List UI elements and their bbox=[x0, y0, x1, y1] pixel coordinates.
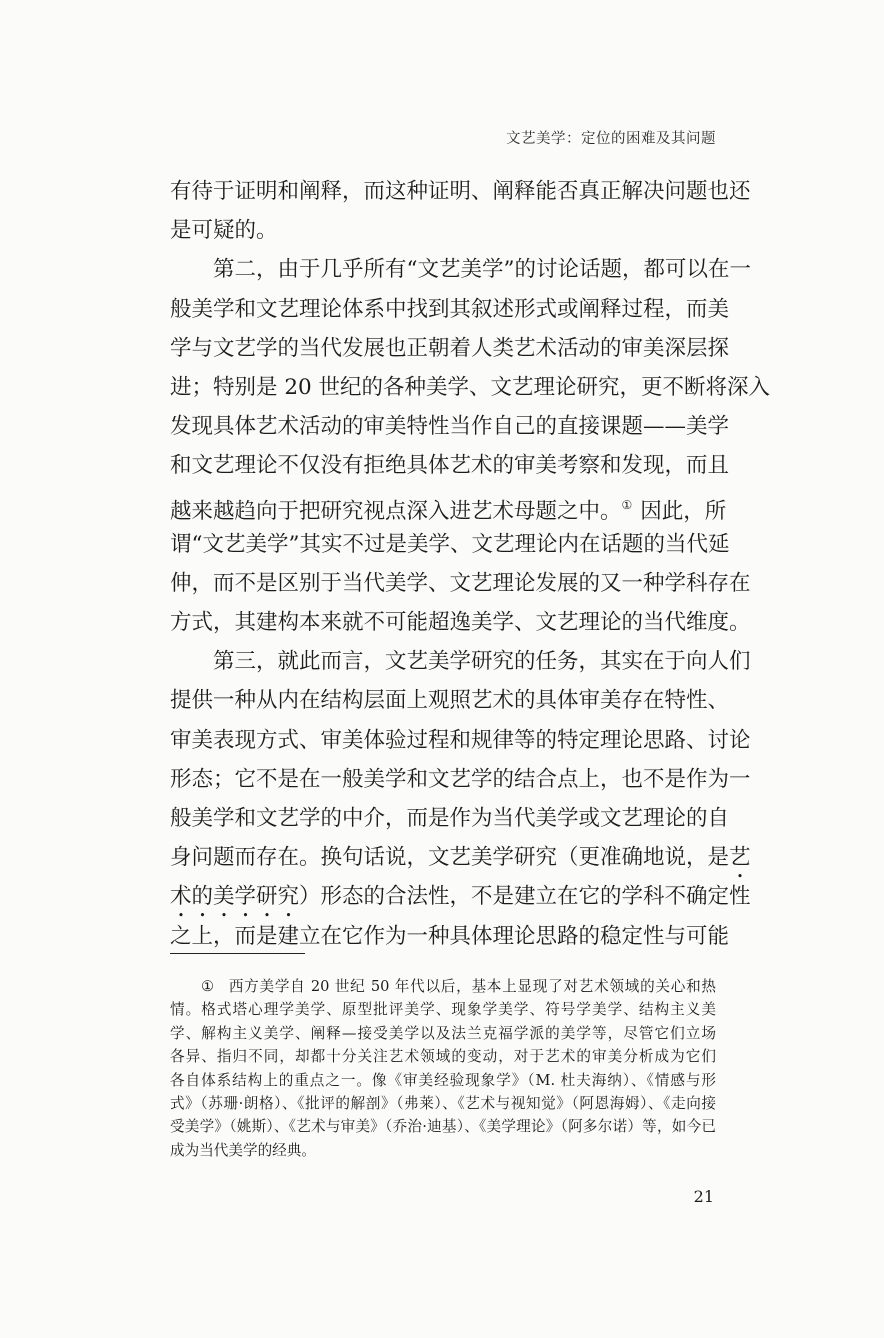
body-line: 第二，由于几乎所有“文艺美学”的讨论话题，都可以在一 bbox=[213, 257, 751, 283]
footnote-reference[interactable]: ① bbox=[621, 497, 633, 512]
emphasized-text: 术的美学研究 bbox=[170, 884, 300, 910]
footnote-line: 成为当代美学的经典。 bbox=[170, 1141, 316, 1159]
body-line: 审美表现方式、审美体验过程和规律等的特定理论思路、讨论 bbox=[170, 727, 751, 753]
footnote-divider bbox=[170, 953, 305, 954]
body-line: 形态；它不是在一般美学和文艺学的结合点上，也不是作为一 bbox=[170, 766, 751, 792]
footnote bbox=[170, 975, 716, 1162]
footnote-line: 学、解构主义美学、阐释—接受美学以及法兰克福学派的美学等，尽管它们立场 bbox=[170, 1024, 716, 1042]
body-line: 谓“文艺美学”其实不过是美学、文艺理论内在话题的当代延 bbox=[170, 531, 730, 557]
emphasized-text: 艺 bbox=[729, 845, 751, 871]
body-line: 有待于证明和阐释，而这种证明、阐释能否真正解决问题也还 bbox=[170, 179, 751, 204]
body-line: 进；特别是 20 世纪的各种美学、文艺理论研究，更不断将深入 bbox=[170, 374, 771, 400]
page-number: 21 bbox=[693, 1187, 714, 1206]
body-line: 伸，而不是区别于当代美学、文艺理论发展的又一种学科存在 bbox=[170, 570, 751, 596]
body-line: 和文艺理论不仅没有拒绝具体艺术的审美考察和发现，而且 bbox=[170, 453, 730, 479]
body-line-with-footnote bbox=[170, 486, 727, 525]
body-line: 方式，其建构本来就不可能超逸美学、文艺理论的当代维度。 bbox=[170, 610, 751, 636]
footnote-line bbox=[170, 975, 716, 998]
body-line: 提供一种从内在结构层面上观照艺术的具体审美存在特性、 bbox=[170, 688, 730, 714]
body-text-segment: ）形态的合法性，不是建立在它的学科不确定性 bbox=[299, 884, 751, 910]
footnote-line: 各异、指归不同，却都十分关注艺术领域的变动，对于艺术的审美分析成为它们 bbox=[170, 1048, 716, 1066]
body-text bbox=[170, 172, 771, 956]
footnote-line: 式》（苏珊·朗格）、《批评的解剖》（弗莱）、《艺术与视知觉》（阿恩海姆）、《走向接 bbox=[170, 1094, 716, 1112]
body-line: 般美学和文艺学的中介，而是作为当代美学或文艺理论的自 bbox=[170, 806, 730, 831]
body-line-with-emphasis bbox=[170, 838, 751, 877]
body-line-with-emphasis bbox=[170, 877, 751, 916]
body-line: 第三，就此而言，文艺美学研究的任务，其实在于向人们 bbox=[213, 649, 751, 675]
body-line: 学与文艺学的当代发展也正朝着人类艺术活动的审美深层探 bbox=[170, 335, 730, 361]
footnote-marker: ① bbox=[201, 978, 215, 995]
body-line: 发现具体艺术活动的审美特性当作自己的直接课题——美学 bbox=[170, 414, 730, 440]
body-text-segment: 越来越趋向于把研究视点深入进艺术母题之中。 bbox=[170, 498, 622, 524]
body-line: 般美学和文艺理论体系中找到其叙述形式或阐释过程，而美 bbox=[170, 296, 730, 322]
body-text-segment: 因此，所 bbox=[640, 498, 727, 524]
footnote-line: 受美学》（姚斯）、《艺术与审美》（乔治·迪基）、《美学理论》（阿多尔诺）等，如今已 bbox=[170, 1118, 716, 1136]
running-header: 文艺美学：定位的困难及其问题 bbox=[506, 131, 716, 147]
footnote-line: 各自体系结构上的重点之一。像《审美经验现象学》（M. 杜夫海纳）、《情感与形 bbox=[170, 1071, 716, 1089]
footnote-text: 西方美学自 20 世纪 50 年代以后，基本上显现了对艺术领域的关心和热 bbox=[228, 978, 716, 995]
body-text-segment: 身问题而存在。换句话说，文艺美学研究（更准确地说，是 bbox=[170, 845, 730, 871]
body-line: 是可疑的。 bbox=[170, 218, 278, 244]
body-line: 之上，而是建立在它作为一种具体理论思路的稳定性与可能 bbox=[170, 923, 730, 949]
footnote-line: 情。格式塔心理学美学、原型批评美学、现象学美学、符号学美学、结构主义美 bbox=[170, 1001, 716, 1019]
